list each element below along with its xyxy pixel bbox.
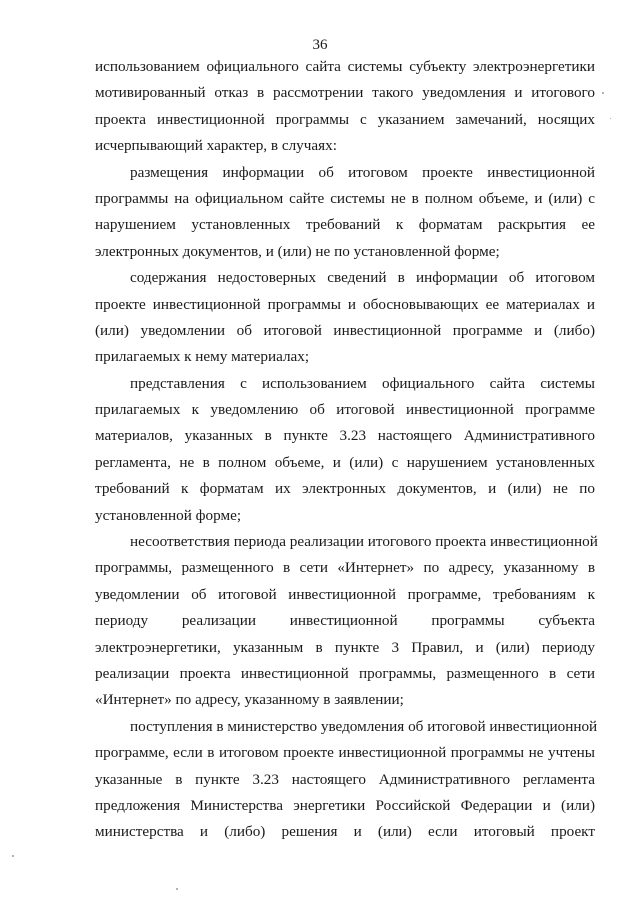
text-line: реализации проекта инвестиционной программы, размещенного в сети: [95, 664, 595, 682]
paragraph-first-line: представления с использованием официального сайта системы: [130, 374, 595, 392]
paragraph-first-line: размещения информации об итоговом проекте инвестиционной: [130, 163, 595, 181]
text-line: предложения Министерства энергетики Российской Федерации и (или): [95, 796, 595, 814]
text-line: исчерпывающий характер, в случаях:: [95, 137, 337, 155]
paragraph-first-line: содержания недостоверных сведений в информации об итоговом: [130, 269, 595, 287]
text-line: мотивированный отказ в рассмотрении такого уведомления и итогового: [95, 84, 595, 102]
paragraph-first-line: поступления в министерство уведомления об итоговой инвестиционной: [130, 717, 598, 735]
text-line: требований к форматам их электронных документов, и (или) не по: [95, 480, 595, 498]
text-line: периоду реализации инвестиционной программы субъекта: [95, 612, 595, 630]
text-line: (или) уведомлении об итоговой инвестиционной программе и (либо): [95, 321, 595, 339]
text-line: материалов, указанных в пункте 3.23 настоящего Административного: [95, 427, 595, 445]
text-line: министерства и (либо) решения и (или) если итоговый проект: [95, 823, 595, 841]
text-line: указанные в пункте 3.23 настоящего Административного регламента: [95, 770, 595, 788]
text-line: «Интернет» по адресу, указанному в заявлении;: [95, 691, 404, 709]
text-line: программы на официальном сайте системы не в полном объеме, и (или) с: [95, 189, 595, 207]
text-line: уведомлении об итоговой инвестиционной программе, требованиям к: [95, 585, 595, 603]
text-line: использованием официального сайта системы субъекту электроэнергетики: [95, 58, 595, 75]
text-line: прилагаемых к нему материалах;: [95, 348, 310, 366]
text-line: проекта инвестиционной программы с указанием замечаний, носящих: [95, 110, 595, 128]
text-line: прилагаемых к уведомлению об итоговой инвестиционной программе: [95, 401, 595, 419]
text-line: установленной форме;: [95, 506, 242, 524]
page-number: 36: [312, 37, 328, 53]
text-line: регламента, не в полном объеме, и (или) с нарушением установленных: [95, 453, 595, 471]
text-line: программе, если в итоговом проекте инвестиционной программы не учтены: [95, 744, 595, 762]
paragraph-first-line: несоответствия периода реализации итогового проекта инвестиционной: [130, 533, 598, 551]
body-text: [95, 54, 598, 846]
text-line: нарушением установленных требований к форматам раскрытия ее: [95, 216, 595, 234]
text-line: электроэнергетики, указанным в пункте 3 Правил, и (или) периоду: [95, 638, 595, 656]
scan-speck: [602, 92, 604, 94]
text-line: электронных документов, и (или) не по установленной форме;: [95, 242, 500, 260]
text-line: программы, размещенного в сети «Интернет» по адресу, указанному в: [95, 559, 595, 577]
scan-speck: [12, 855, 14, 857]
scan-speck: [176, 888, 178, 890]
scan-speck: [610, 118, 611, 119]
text-line: проекте инвестиционной программы и обосновывающих ее материалах и: [95, 295, 595, 313]
